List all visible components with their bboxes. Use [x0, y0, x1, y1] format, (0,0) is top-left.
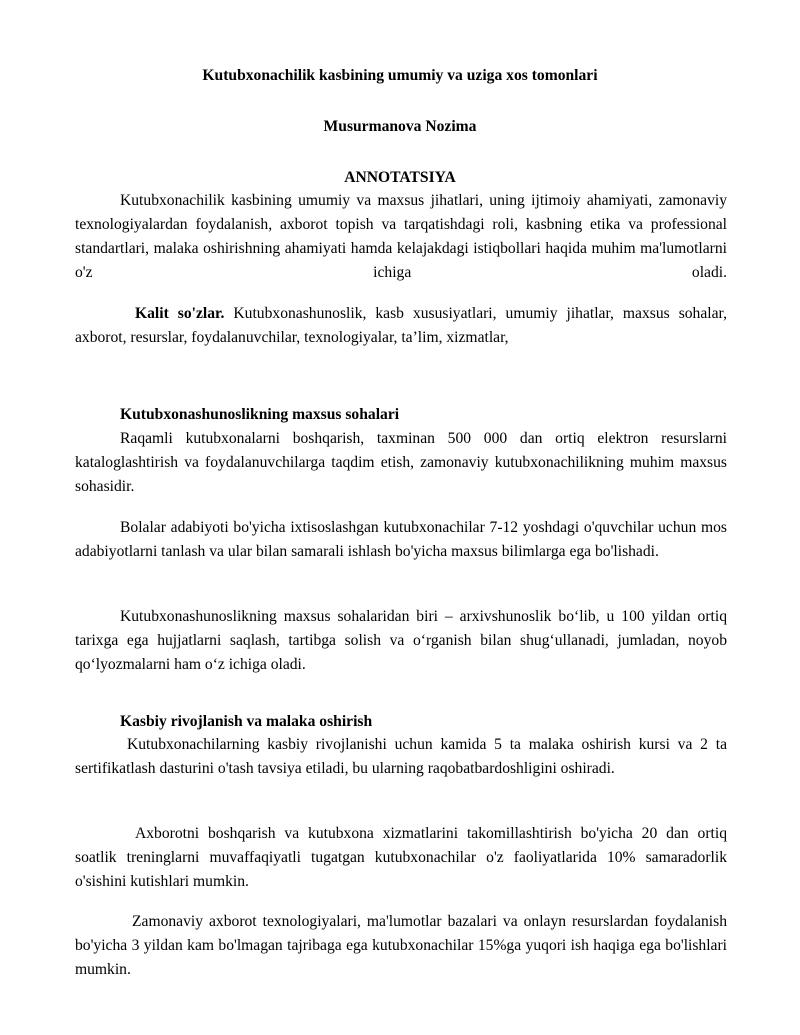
paragraph: Kutubxonashunoslikning maxsus sohalaridan biri – arxivshunoslik bo‘lib, u 100 yildan ortiq tarixga ega hujjatlarni saqlash, tartibga solish va o‘rganish bilan shug‘ullanadi, jumladan, noyob qo‘lyozmalarni ham o‘z ichiga oladi. — [75, 608, 727, 673]
author-name: Musurmanova Nozima — [323, 118, 477, 135]
annotation-heading: ANNOTATSIYA — [344, 169, 456, 186]
paragraph: Kutubxonachilarning kasbiy rivojlanishi uchun kamida 5 ta malaka oshirish kursi va 2 ta sertifikatlash dasturini o'tash tavsiya etiladi, bu ularning raqobatbardoshligini oshiradi. — [75, 736, 727, 777]
keywords-paragraph — [75, 302, 727, 350]
paragraph: Zamonaviy axborot texnologiyalari, ma'lumotlar bazalari va onlayn resurslardan foydalanish bo'yicha 3 yildan kam bo'lmagan tajribaga ega kutubxonachilar 15%ga yuqori ish haqiga ega bo'lishlari mumkin. — [75, 913, 727, 978]
section-heading-specialties: Kutubxonashunoslikning maxsus sohalari — [120, 406, 400, 423]
paragraph: Raqamli kutubxonalarni boshqarish, taxminan 500 000 dan ortiq elektron resurslarni kataloglashtirish va foydalanuvchilarga taqdim etish, zamonaviy kutubxonachilikning muhim maxsus sohasidir. — [75, 430, 727, 495]
paragraph: Axborotni boshqarish va kutubxona xizmatlarini takomillashtirish bo'yicha 20 dan ortiq soatlik treninglarni muvaffaqiyatli tugatgan kutubxonachilar o'z faoliyatlarida 10% samaradorlik o'sishini kutishlari mumkin. — [75, 825, 727, 890]
document-title: Kutubxonachilik kasbining umumiy va uziga xos tomonlari — [202, 67, 598, 84]
paragraph: Bolalar adabiyoti bo'yicha ixtisoslashgan kutubxonachilar 7-12 yoshdagi o'quvchilar uchun mos adabiyotlarni tanlash va ular bilan samarali ishlash bo'yicha maxsus bilimlarga ega bo'lishadi. — [75, 519, 727, 560]
annotation-paragraph: Kutubxonachilik kasbining umumiy va maxsus jihatlari, uning ijtimoiy ahamiyati, zamonaviy texnologiyalardan foydalanish, axborot topish va tarqatishdagi roli, kasbning etika va professional standartlari, malaka oshirishning ahamiyati hamda kelajakdagi istiqbollari haqida muhim ma'lumotlarni o'z ichiga oladi. — [75, 192, 727, 281]
keywords-label: Kalit so'zlar. — [135, 305, 225, 322]
section-heading-professional-development: Kasbiy rivojlanish va malaka oshirish — [120, 713, 373, 730]
keywords-text: Kutubxonashunoslik, kasb xususiyatlari, umumiy jihatlar, maxsus sohalar, axborot, resurslar, foydalanuvchilar, texnologiyalar, ta’lim, xizmatlar, — [75, 305, 727, 346]
